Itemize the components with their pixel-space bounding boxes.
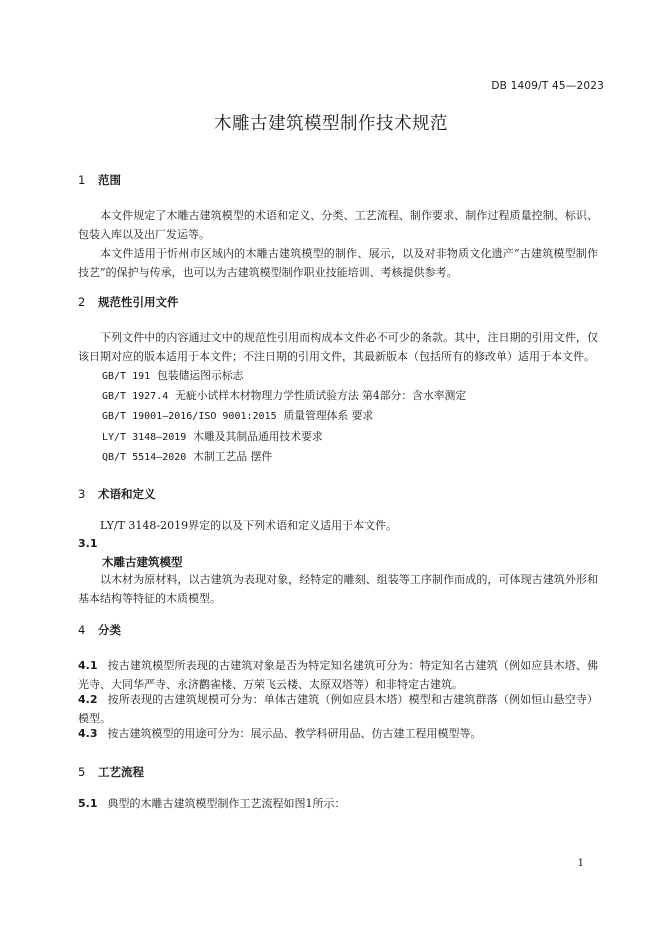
section-heading-4 [78, 622, 121, 638]
section-title: 分类 [98, 623, 121, 637]
clause-item: 4.1 按古建筑模型所表现的古建筑对象是否为特定知名建筑可分为：特定知名古建筑（例如应县木塔、佛光寺、大同华严寺、永济鹳雀楼、万荣飞云楼、太原双塔等）和非特定古建筑。 [78, 659, 598, 692]
reference-item: QB/T 5514—2020 木制工艺品 摆件 [102, 449, 273, 463]
reference-item: GB/T 1927.4 无疵小试样木材物理力学性质试验方法 第4部分：含水率测定 [102, 389, 467, 403]
term-name: 木雕古建筑模型 [102, 555, 183, 569]
reference-list [102, 347, 466, 467]
clause-item: 4.3 按古建筑模型的用途可分为：展示品、教学科研用品、仿古建工程用模型等。 [78, 727, 482, 740]
section-heading-1 [78, 172, 121, 188]
section-number: 5 [78, 765, 86, 779]
reference-item: LY/T 3148—2019 木雕及其制品通用技术要求 [102, 429, 323, 443]
section-heading-5 [78, 764, 144, 780]
section-heading-3 [78, 486, 156, 502]
paragraph: 下列文件中的内容通过文中的规范性引用而构成本文件必不可少的条款。其中，注日期的引用文件，仅该日期对应的版本适用于本文件；不注日期的引用文件，其最新版本（包括所有的修改单）适用于本文件。 [78, 331, 598, 364]
paragraph: 本文件规定了木雕古建筑模型的术语和定义、分类、工艺流程、制作要求、制作过程质量控制、标识、包装入库以及出厂发运等。 [78, 209, 598, 242]
standard-code: DB 1409/T 45—2023 [491, 80, 604, 92]
document-title: 木雕古建筑模型制作技术规范 [214, 114, 448, 134]
paragraph: LY/T 3148-2019界定的以及下列术语和定义适用于本文件。 [100, 519, 398, 532]
section-title: 规范性引用文件 [98, 295, 179, 309]
section-title: 范围 [98, 173, 121, 187]
section-number: 4 [78, 623, 86, 637]
section-heading-2 [78, 294, 179, 310]
section-number: 3 [78, 487, 86, 501]
term-number: 3.1 [78, 537, 98, 550]
section-number: 2 [78, 295, 86, 309]
term-definition: 以木材为原材料，以古建筑为表现对象，经特定的雕刻、组装等工序制作而成的，可体现古建筑外形和基本结构等特征的木质模型。 [78, 573, 598, 606]
section-title: 工艺流程 [98, 765, 144, 779]
section-title: 术语和定义 [98, 487, 156, 501]
clause-item: 5.1 典型的木雕古建筑模型制作工艺流程如图1所示： [78, 797, 346, 810]
reference-item: GB/T 19001—2016/ISO 9001:2015 质量管理体系 要求 [102, 409, 374, 423]
reference-item: GB/T 191 包装储运图示标志 [102, 369, 244, 382]
section-number: 1 [78, 173, 86, 187]
page-number: 1 [577, 858, 584, 869]
clause-item: 4.2 按所表现的古建筑规模可分为：单体古建筑（例如应县木塔）模型和古建筑群落（例如恒山悬空寺）模型。 [78, 693, 598, 726]
paragraph: 本文件适用于忻州市区域内的木雕古建筑模型的制作、展示，以及对非物质文化遗产“古建筑模型制作技艺”的保护与传承，也可以为古建筑模型制作职业技能培训、考核提供参考。 [78, 247, 598, 280]
